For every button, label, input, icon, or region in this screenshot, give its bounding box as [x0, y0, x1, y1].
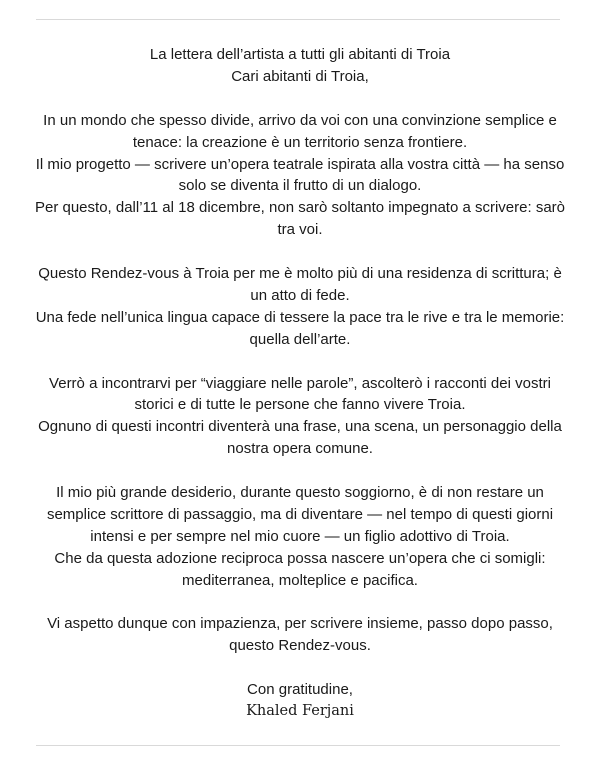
- paragraph-4-sentence-2: Che da questa adozione reciproca possa nascere un’opera che ci somigli: mediterranea, molteplice e pacifica.: [54, 549, 546, 589]
- paragraph-5-sentence-1: Vi aspetto dunque con impazienza, per scrivere insieme, passo dopo passo, questo Rendez-vous.: [47, 615, 553, 655]
- paragraph-gap: [30, 592, 570, 614]
- letter-signature: Khaled Ferjani: [246, 703, 354, 720]
- paragraph-gap: [30, 241, 570, 263]
- bottom-divider: [36, 745, 560, 746]
- paragraph-4-sentence-1: Il mio più grande desiderio, durante questo soggiorno, è di non restare un semplice scrittore di passaggio, ma di diventare — nel tempo di questi giorni intensi e per sempre nel mio cuore — un figlio adottivo di Troia.: [46, 484, 554, 545]
- letter-body: [30, 44, 570, 723]
- letter-closing: Con gratitudine,: [247, 681, 353, 699]
- paragraph-gap: [30, 657, 570, 679]
- paragraph-1-sentence-1: In un mondo che spesso divide, arrivo da voi con una convinzione semplice e tenace: la creazione è un territorio senza frontiere.: [43, 111, 557, 151]
- paragraph-gap: [30, 460, 570, 482]
- paragraph-1-sentence-2: Il mio progetto — scrivere un’opera teatrale ispirata alla vostra città — ha senso solo se diventa il frutto di un dialogo.: [35, 155, 565, 195]
- letter-salutation: Cari abitanti di Troia,: [231, 67, 369, 85]
- top-divider: [36, 19, 560, 20]
- paragraph-3-sentence-1: Verrò a incontrarvi per “viaggiare nelle parole”, ascolterò i racconti dei vostri storici e di tutte le persone che fanno vivere Troia.: [49, 374, 551, 414]
- paragraph-gap: [30, 88, 570, 110]
- paragraph-1-sentence-3: Per questo, dall’11 al 18 dicembre, non sarò soltanto impegnato a scrivere: sarò tra voi.: [34, 199, 566, 239]
- letter-heading: La lettera dell’artista a tutti gli abitanti di Troia: [149, 46, 451, 63]
- paragraph-2-sentence-2: Una fede nell’unica lingua capace di tessere la pace tra le rive e tra le memorie: quella dell’arte.: [35, 308, 565, 348]
- paragraph-2-sentence-1: Questo Rendez-vous à Troia per me è molto più di una residenza di scrittura; è un atto di fede.: [38, 265, 562, 304]
- paragraph-gap: [30, 351, 570, 373]
- paragraph-3-sentence-2: Ognuno di questi incontri diventerà una frase, una scena, un personaggio della nostra opera comune.: [38, 418, 562, 458]
